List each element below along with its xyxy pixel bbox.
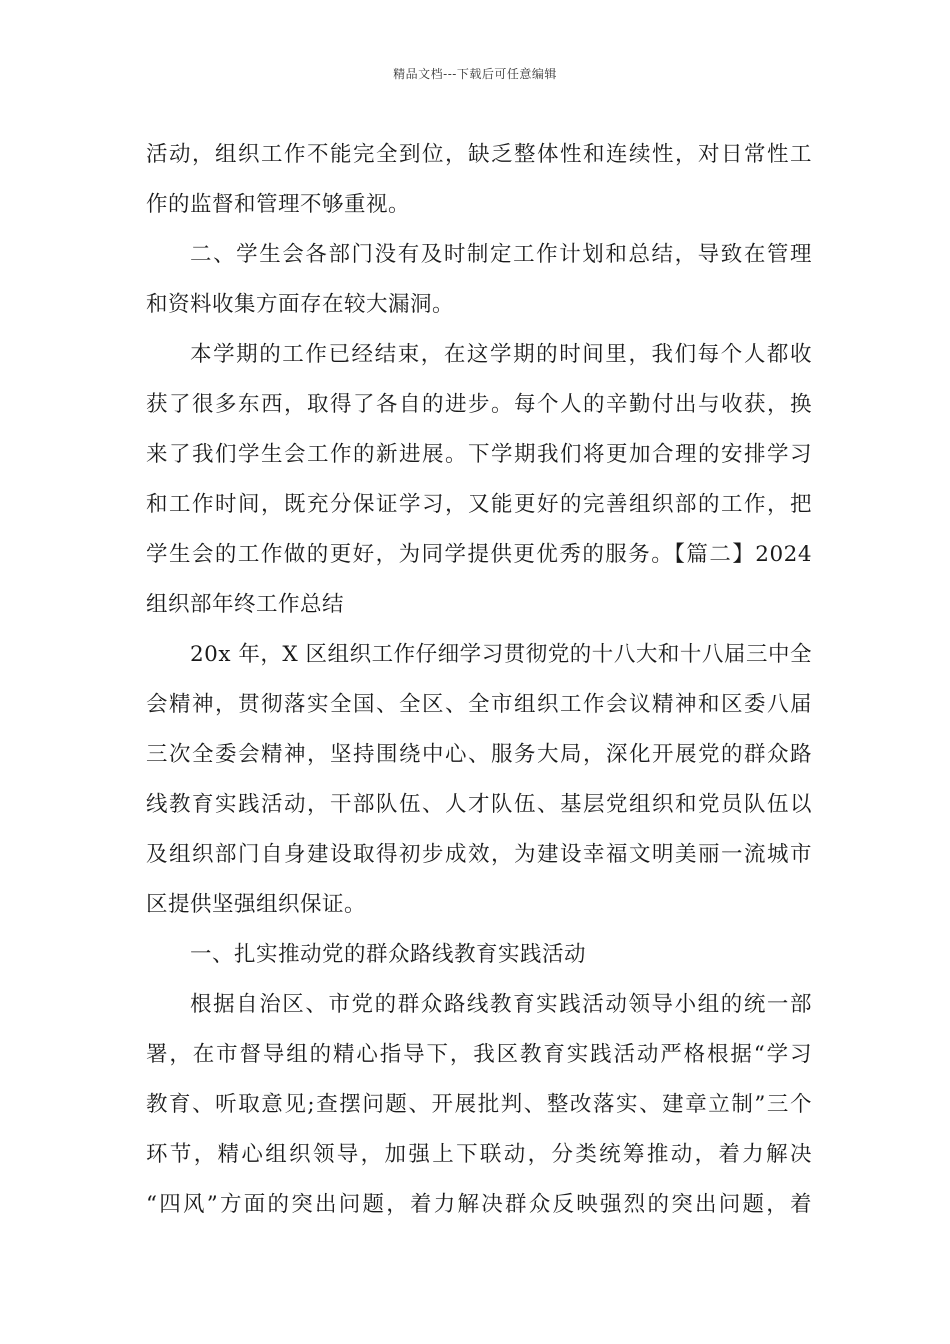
text-line: 来了我们学生会工作的新进展。下学期我们将更加合理的安排学习 (146, 442, 812, 467)
page-header: 精品文档---下载后可任意编辑 (393, 67, 557, 81)
paragraph (146, 630, 812, 930)
text-line: 三次全委会精神，坚持围绕中心、服务大局，深化开展党的群众路 (146, 742, 812, 767)
text-line: 环节，精心组织领导，加强上下联动，分类统筹推动，着力解决 (146, 1142, 812, 1167)
section-heading (146, 930, 812, 980)
paragraph (146, 230, 812, 330)
paragraph (146, 330, 812, 630)
text-line: “四风”方面的突出问题，着力解决群众反映强烈的突出问题，着 (146, 1192, 812, 1217)
text-line: 活动，组织工作不能完全到位，缺乏整体性和连续性，对日常性工 (146, 142, 812, 167)
text-line: 本学期的工作已经结束，在这学期的时间里，我们每个人都收 (190, 342, 812, 367)
text-line: 获了很多东西，取得了各自的进步。每个人的辛勤付出与收获，换 (146, 392, 812, 417)
text-line: 区提供坚强组织保证。 (146, 892, 367, 917)
text-line: 根据自治区、市党的群众路线教育实践活动领导小组的统一部 (190, 992, 812, 1017)
text-line: 作的监督和管理不够重视。 (146, 192, 411, 217)
text-line: 线教育实践活动，干部队伍、人才队伍、基层党组织和党员队伍以 (146, 792, 812, 817)
text-line: 和资料收集方面存在较大漏洞。 (146, 292, 455, 317)
text-line: 署，在市督导组的精心指导下，我区教育实践活动严格根据“学习 (146, 1042, 812, 1067)
text-line: 组织部年终工作总结 (146, 592, 345, 617)
text-line: 学生会的工作做的更好，为同学提供更优秀的服务。【篇二】2024 (146, 542, 812, 567)
text-line: 及组织部门自身建设取得初步成效，为建设幸福文明美丽一流城市 (146, 842, 812, 867)
text-line: 一、扎实推动党的群众路线教育实践活动 (190, 942, 587, 967)
text-line: 和工作时间，既充分保证学习，又能更好的完善组织部的工作，把 (146, 492, 812, 517)
document-body (146, 130, 812, 1230)
paragraph (146, 130, 812, 230)
paragraph (146, 980, 812, 1230)
text-line: 会精神，贯彻落实全国、全区、全市组织工作会议精神和区委八届 (146, 692, 812, 717)
text-line: 20x 年，X 区组织工作仔细学习贯彻党的十八大和十八届三中全 (190, 642, 812, 667)
text-line: 教育、听取意见;查摆问题、开展批判、整改落实、建章立制”三个 (146, 1092, 812, 1117)
text-line: 二、学生会各部门没有及时制定工作计划和总结，导致在管理 (190, 242, 812, 267)
